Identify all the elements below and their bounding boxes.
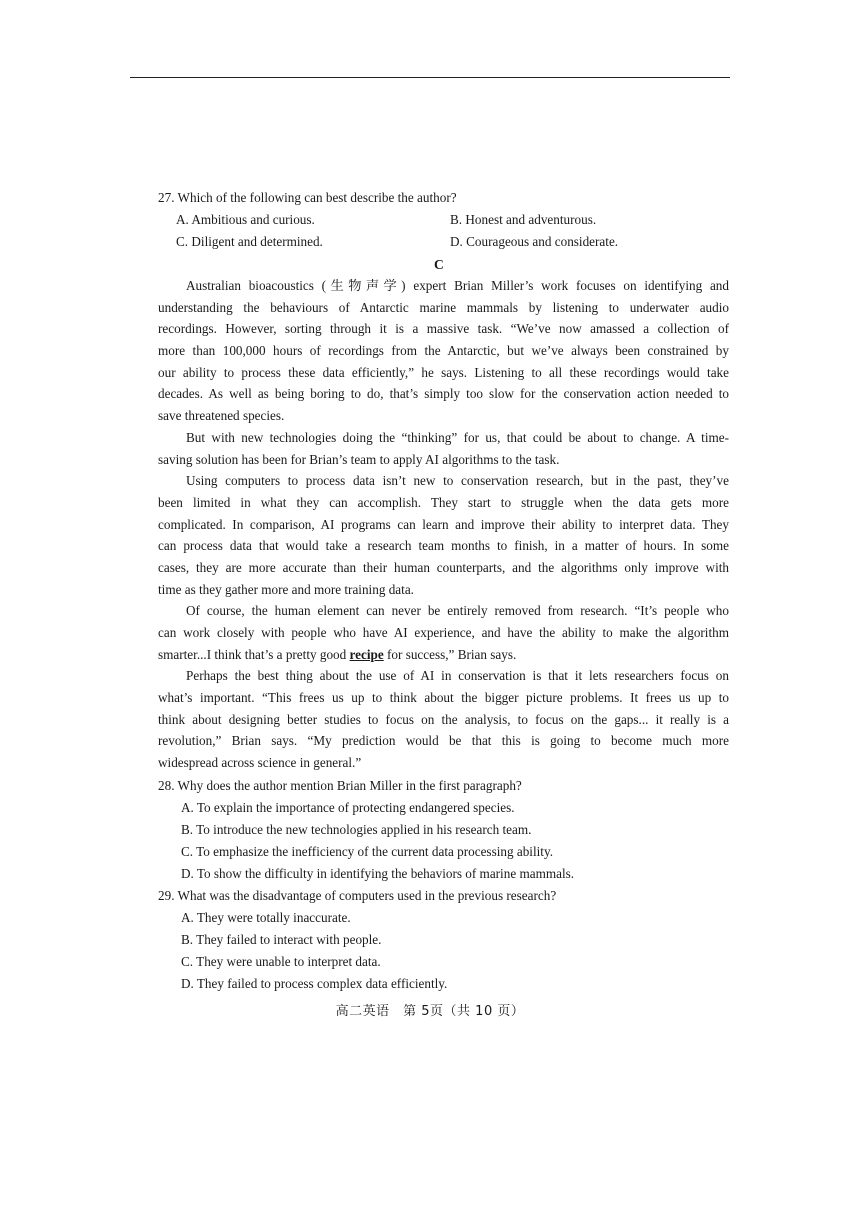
question-27-option-a: A. Ambitious and curious. bbox=[176, 212, 315, 227]
question-28-option-c: C. To emphasize the inefficiency of the current data processing ability. bbox=[181, 844, 553, 859]
passage-line-with-keyword bbox=[158, 644, 729, 666]
passage-line: revolution,” Brian says. “My prediction would be that this is going to become much more bbox=[158, 733, 729, 749]
question-28-option-a: A. To explain the importance of protecting endangered species. bbox=[181, 800, 515, 815]
question-28-stem: 28. Why does the author mention Brian Miller in the first paragraph? bbox=[158, 778, 522, 793]
passage-line: can process data that would take a research team months to finish, in a matter of hours. In some bbox=[158, 538, 729, 554]
question-29-option-c: C. They were unable to interpret data. bbox=[181, 954, 381, 969]
question-27-option-b: B. Honest and adventurous. bbox=[450, 212, 597, 227]
section-label: C bbox=[434, 257, 444, 272]
passage-line: Of course, the human element can never be entirely removed from research. “It’s people who bbox=[186, 603, 729, 619]
passage-line: more than 100,000 hours of recordings from the Antarctic, but we’ve always been constrained by bbox=[158, 343, 729, 359]
passage-line: think about designing better studies to focus on the analysis, to focus on the gaps... it really is a bbox=[158, 711, 729, 727]
passage-line: widespread across science in general.” bbox=[158, 755, 362, 771]
header-rule bbox=[130, 77, 730, 78]
passage-line: can work closely with people who have AI experience, and have the ability to make the algorithm bbox=[158, 625, 729, 640]
passage-line: Australian bioacoustics (生物声学) expert Brian Miller’s work focuses on identifying and bbox=[186, 278, 729, 293]
passage-line: Perhaps the best thing about the use of AI in conservation is that it lets researchers focus on bbox=[186, 668, 729, 684]
passage-line: cases, they are more accurate than their human counterparts, and the algorithms only improve with bbox=[158, 559, 729, 575]
passage-line: what’s important. “This frees us up to think about the bigger picture problems. It frees us up to bbox=[158, 690, 729, 706]
passage-line: decades. As well as being boring to do, that’s simply too slow for the conservation action needed to bbox=[158, 386, 729, 402]
passage bbox=[158, 275, 729, 774]
passage-line: saving solution has been for Brian’s team to apply AI algorithms to the task. bbox=[158, 451, 560, 467]
question-27-stem: 27. Which of the following can best describe the author? bbox=[158, 190, 457, 205]
underlined-keyword: recipe bbox=[349, 646, 384, 662]
passage-line: time as they gather more and more training data. bbox=[158, 581, 414, 597]
passage-line: our ability to process these data efficiently,” he says. Listening to all these recordings would take bbox=[158, 364, 729, 380]
passage-text: smarter...I think that’s a pretty good bbox=[158, 646, 350, 662]
passage-line: understanding the behaviours of Antarctic marine mammals by listening to underwater audio bbox=[158, 299, 729, 315]
paragraph-4 bbox=[158, 600, 729, 665]
passage-line: save threatened species. bbox=[158, 408, 285, 424]
passage-line: been limited in what they can accomplish. They start to struggle when the data gets more bbox=[158, 494, 729, 510]
paragraph-3 bbox=[158, 470, 729, 600]
page-footer: 高二英语 第 5页（共 10 页） bbox=[335, 1004, 525, 1019]
question-27-option-d: D. Courageous and considerate. bbox=[450, 234, 619, 249]
passage-text: for success,” Brian says. bbox=[383, 646, 517, 662]
paragraph-2 bbox=[158, 427, 729, 470]
passage-line: Using computers to process data isn’t new to conservation research, but in the past, they’ve bbox=[186, 473, 729, 489]
question-29-option-b: B. They failed to interact with people. bbox=[181, 932, 382, 947]
question-29-option-d: D. They failed to process complex data efficiently. bbox=[181, 976, 448, 991]
passage-line: complicated. In comparison, AI programs can learn and improve their ability to interpret data. They bbox=[158, 516, 729, 532]
paragraph-5 bbox=[158, 665, 729, 773]
passage-line: But with new technologies doing the “thinking” for us, that could be about to change. A time- bbox=[186, 429, 729, 445]
passage-line: recordings. However, sorting through it is a massive task. “We’ve now amassed a collection of bbox=[158, 321, 729, 337]
question-29-option-a: A. They were totally inaccurate. bbox=[181, 910, 351, 925]
question-28-option-b: B. To introduce the new technologies applied in his research team. bbox=[181, 822, 532, 837]
question-28-option-d: D. To show the difficulty in identifying the behaviors of marine mammals. bbox=[181, 866, 575, 881]
question-27-option-c: C. Diligent and determined. bbox=[176, 234, 323, 249]
paragraph-1 bbox=[158, 275, 729, 427]
question-29-stem: 29. What was the disadvantage of computers used in the previous research? bbox=[158, 888, 557, 903]
